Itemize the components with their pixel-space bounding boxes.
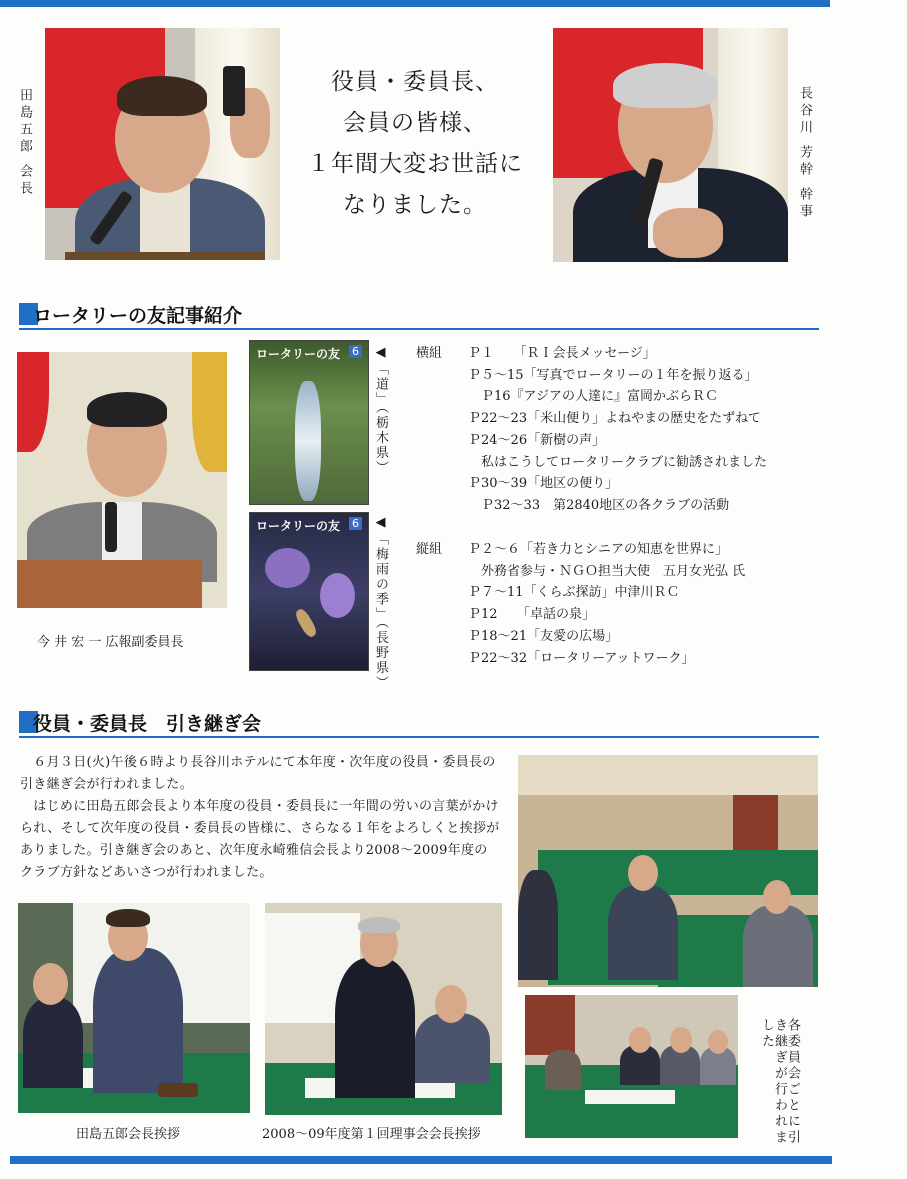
president-photo	[45, 28, 280, 260]
toc-vertical-label: 縦組	[416, 542, 443, 557]
toc-item: Ｐ22〜23「米山便り」よねやまの歴史をたずねて	[468, 411, 761, 427]
left-photo-caption: 田島五郎 会長	[17, 88, 32, 199]
section-underline	[19, 736, 819, 738]
toc-item: Ｐ16『アジアの人達に』富岡かぶらＲＣ	[468, 389, 719, 405]
greeting-message: 役員・委員長、 会員の皆様、 １年間大変お世話に なりました。	[307, 69, 523, 218]
toc-item: Ｐ30〜39「地区の便り」	[468, 476, 619, 492]
section-title-rotary-friend: ロータリーの友記事紹介	[33, 305, 243, 327]
handover-photo-committee	[525, 995, 738, 1138]
toc-horizontal-list	[468, 343, 767, 517]
handover-photo-room	[518, 755, 818, 987]
article-body	[20, 752, 500, 884]
toc-horizontal-label: 横組	[416, 346, 443, 361]
caption-president-greeting: 田島五郎会長挨拶	[76, 1127, 181, 1142]
right-photo-caption: 長谷川 芳幹 幹事	[797, 86, 812, 222]
toc-item: Ｐ22〜32「ロータリーアットワーク」	[468, 650, 695, 666]
secretary-photo	[553, 28, 788, 262]
toc-item: Ｐ32〜33 第2840地区の各クラブの活動	[468, 497, 730, 513]
toc-item: Ｐ12 「卓話の泉」	[468, 607, 596, 623]
bottom-rule	[10, 1156, 832, 1164]
section-underline	[19, 328, 819, 330]
toc-item: Ｐ24〜26「新樹の声」	[468, 432, 606, 448]
cover-1-caption: ◀「道」（栃木県）	[373, 345, 388, 476]
toc-item: 外務省参与・ＮＧＯ担当大使 五月女光弘 氏	[468, 563, 746, 579]
vice-chair-photo	[17, 352, 227, 608]
handover-photo-president	[18, 903, 250, 1113]
toc-item: Ｐ７〜11「くらぶ探訪」中津川ＲＣ	[468, 585, 680, 601]
top-rule	[0, 0, 830, 7]
magazine-cover-2: ロータリーの友 6	[249, 512, 369, 671]
paragraph: はじめに田島五郎会長より本年度の役員・委員長に一年間の労いの言葉がかけられ、そして次年度の役員・委員長の皆様に、さらなる１年をよろしくと挨拶がありました。引き継ぎ会のあと、次年度永崎雅信会長より2008〜2009年度のクラブ方針などあいさつが行われました。	[20, 799, 500, 880]
toc-item: Ｐ１ 「ＲＩ会長メッセージ」	[468, 346, 656, 361]
cover-2-caption: ◀「梅雨の季」（長野県）	[373, 515, 388, 691]
handover-photo-board	[265, 903, 502, 1115]
caption-board-greeting: 2008〜09年度第１回理事会会長挨拶	[262, 1127, 481, 1142]
toc-item: 私はこうしてロータリークラブに勧誘されました	[468, 454, 768, 470]
vice-chair-caption: 今 井 宏 一 広報副委員長	[37, 635, 184, 650]
section-title-handover: 役員・委員長 引き継ぎ会	[33, 713, 262, 735]
paragraph: ６月３日(火)午後６時より長谷川ホテルにて本年度・次年度の役員・委員長の引き継ぎ会が行われました。	[20, 755, 496, 792]
toc-item: Ｐ18〜21「友愛の広場」	[468, 628, 619, 644]
toc-item: Ｐ２〜６「若き力とシニアの知恵を世界に」	[468, 542, 729, 557]
toc-item: Ｐ５〜15「写真でロータリーの１年を振り返る」	[468, 367, 758, 383]
caption-committee-handover: 各委員会ごとに引き継ぎが行われました	[759, 1018, 800, 1146]
magazine-cover-1: ロータリーの友 6	[249, 340, 369, 505]
toc-vertical-list	[468, 539, 745, 669]
